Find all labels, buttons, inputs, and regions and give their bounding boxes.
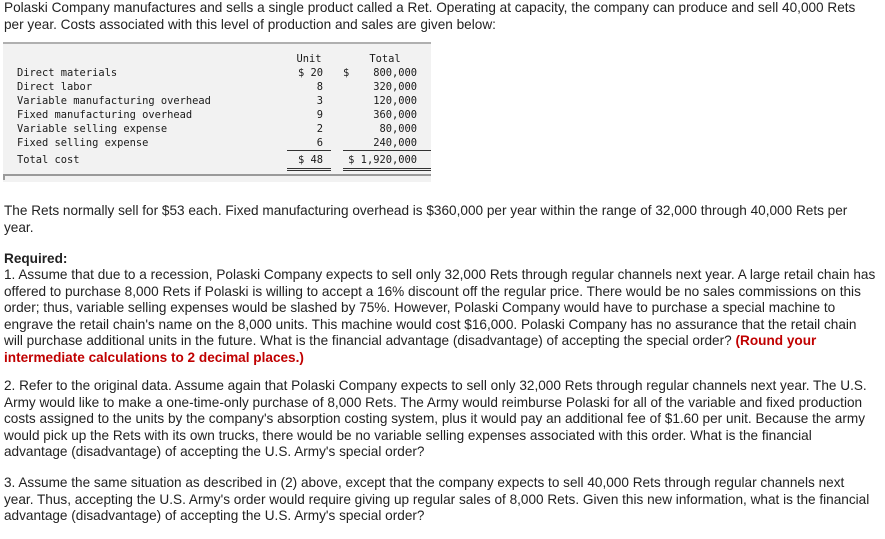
column-header-total: Total xyxy=(369,53,401,65)
table-row xyxy=(3,122,431,136)
total-cost-value: $ 1,920,000 xyxy=(348,154,417,166)
required-heading: Required: xyxy=(4,251,68,266)
total-unit-cost: $ 48 xyxy=(297,154,323,166)
row-unit-cost: $ 20 xyxy=(297,67,323,79)
row-label: Direct materials xyxy=(17,67,118,79)
row-label: Variable selling expense xyxy=(17,123,168,135)
row-label: Direct labor xyxy=(17,81,93,93)
row-total-cost: 80,000 xyxy=(379,123,417,135)
total-double-rule xyxy=(343,168,431,171)
table-bottom-border xyxy=(3,174,431,180)
unit-subtotal-rule xyxy=(287,150,331,151)
question-1-text: 1. Assume that due to a recession, Polaski Company expects to sell only 32,000 Rets through regular channels next year. A large retail chain has offered to purchase 8,000 Rets if Polaski is willing to accept a 16% discount off the regular price. There would be no sales commissions on this order; thus, variable selling expenses would be slashed by 75%. However, Polaski Company would have to purchase a special machine to engrave the retail chain's name on the 8,000 units. This machine would cost $16,000. Polaski Company has no assurance that the retail chain will purchase additional units in the future. What is the financial advantage (disadvantage) of accepting the special order? xyxy=(4,267,876,348)
total-subtotal-rule xyxy=(343,150,431,151)
question-1-rounding-note: (Round your intermediate calculations to 2 decimal places.) xyxy=(4,333,817,365)
row-unit-cost: 8 xyxy=(316,81,323,93)
row-total-cost: 120,000 xyxy=(373,95,417,107)
row-total-cost: 800,000 xyxy=(373,67,417,79)
row-total-cost: 240,000 xyxy=(373,137,417,149)
unit-total-double-rule xyxy=(287,168,331,171)
intro-paragraph: Polaski Company manufactures and sells a single product called a Ret. Operating at capacity, the company can produce and sell 40,000 Rets per year. Costs associated with this level of production and sales are given below: xyxy=(4,0,856,32)
row-unit-cost: 9 xyxy=(316,109,323,121)
question-2: 2. Refer to the original data. Assume again that Polaski Company expects to sell only 32,000 Rets through regular channels next year. The U.S. Army would like to make a one-time-only purchase of 8,000 Rets. The Army would reimburse Polaski for all of the variable and fixed production costs assigned to the units by the company's absorption costing system, plus it would pay an additional fee of $1.60 per unit. Because the army would pick up the Rets with its own trucks, there would be no variable selling expenses associated with this order. What is the financial advantage (disadvantage) of accepting the U.S. Army's special order? xyxy=(4,378,867,459)
row-total-cost: 320,000 xyxy=(373,81,417,93)
question-1 xyxy=(4,267,876,366)
table-row xyxy=(3,66,431,80)
total-label: Total cost xyxy=(17,154,80,166)
row-dollar-sign: $ xyxy=(343,67,350,79)
row-label: Fixed selling expense xyxy=(17,137,149,149)
table-row xyxy=(3,80,431,94)
cost-table xyxy=(3,42,431,182)
row-total-cost: 360,000 xyxy=(373,109,417,121)
row-unit-cost: 3 xyxy=(316,95,323,107)
row-label: Variable manufacturing overhead xyxy=(17,95,211,107)
table-row xyxy=(3,94,431,108)
row-unit-cost: 2 xyxy=(316,123,323,135)
row-label: Fixed manufacturing overhead xyxy=(17,109,193,121)
table-total-row xyxy=(3,153,431,167)
table-row xyxy=(3,108,431,122)
row-unit-cost: 6 xyxy=(316,137,323,149)
question-3: 3. Assume the same situation as described in (2) above, except that the company expects to sell 40,000 Rets through regular channels next year. Thus, accepting the U.S. Army's order would require giving up regular sales of 8,000 Rets. Given this new information, what is the financial advantage (disadvantage) of accepting the U.S. Army's special order? xyxy=(4,475,870,523)
rets-paragraph: The Rets normally sell for $53 each. Fixed manufacturing overhead is $360,000 per year within the range of 32,000 through 40,000 Rets per year. xyxy=(4,203,848,235)
table-row xyxy=(3,136,431,150)
column-header-unit: Unit xyxy=(296,53,322,65)
